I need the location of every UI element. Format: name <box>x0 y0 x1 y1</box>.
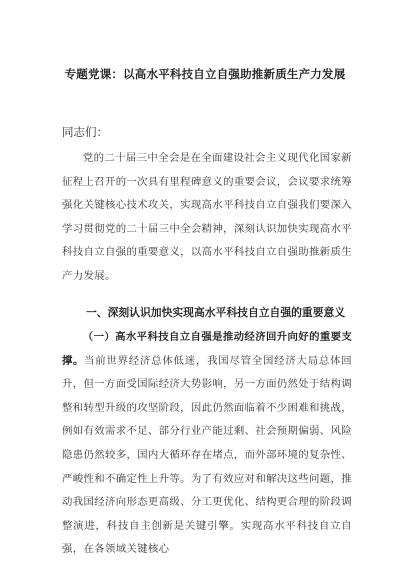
subsection-heading: （一）高水平科技自立自强是推动经济回升向好的重要支撑。 <box>62 331 352 367</box>
intro-paragraph: 党的二十届三中全会是在全面建设社会主义现代化国家新征程上召开的一次具有里程碑意义的重要会议，会议要求统筹强化关键核心技术攻关，实现高水平科技自立自强我们要深入学习贯彻党的二十届三中全会精神，深刻认识加快实现高水平科技自立自强的重要意义，以高水平科技自立自强助推新质生产力发展。 <box>62 152 352 282</box>
subsection-paragraph <box>62 326 352 562</box>
document-title: 专题党课：以高水平科技自立自强助推新质生产力发展 <box>64 67 346 81</box>
greeting: 同志们： <box>62 125 108 139</box>
section-heading: 一、深刻认识加快实现高水平科技自立自强的重要意义 <box>86 306 346 319</box>
subsection-body: 当前世界经济总体低迷，我国尽管全国经济大局总体回升，但一方面受国际经济大势影响，另一方面仍然处于结构调整和转型升级的攻坚阶段，因此仍然面临着不少困难和挑战，例如有效需求不足、部分行业产能过剩、社会预期偏弱、风险隐患仍然较多，国内大循环存在堵点，而外部环境的复杂性、严峻性和不确定性上升等。为了有效应对和解决这些问题，推动我国经济向形态更高级、分工更优化、结构更合理的阶段调整演进，科技自主创新是关键引擎。实现高水平科技自立自强，在各领域关键核心 <box>62 354 352 556</box>
